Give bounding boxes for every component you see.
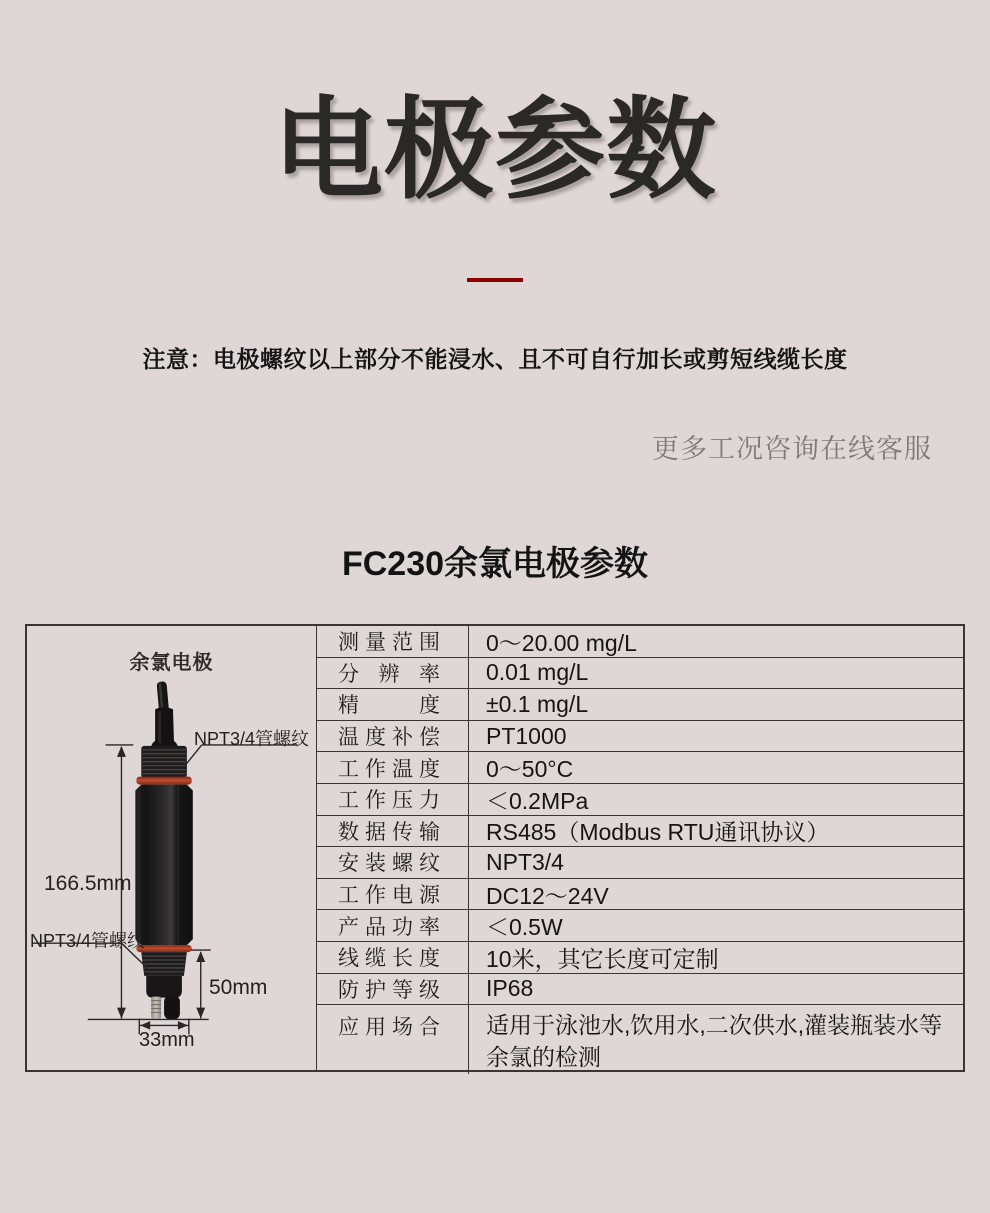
width-label: 33mm (139, 1029, 195, 1051)
spec-value: ＜0.2MPa (486, 787, 589, 814)
spec-row (317, 847, 963, 879)
thread-top-label: NPT3/4管螺纹 (194, 729, 310, 749)
page-title: 电极参数 (273, 89, 717, 212)
spec-label-cell (317, 752, 469, 783)
spec-label-cell (317, 689, 469, 720)
spec-row (317, 816, 963, 848)
spec-label-cell (317, 721, 469, 752)
spec-value: IP68 (486, 975, 534, 1002)
spec-label-cell (317, 784, 469, 815)
spec-label: 工作压力 (338, 789, 440, 813)
spec-value: PT1000 (486, 722, 567, 749)
customer-service-link[interactable]: 更多工况咨询在线客服 (652, 434, 932, 464)
spec-row (317, 942, 963, 974)
spec-row (317, 784, 963, 816)
spec-rows (317, 626, 963, 1070)
spec-row (317, 721, 963, 753)
spec-label: 线缆长度 (338, 947, 440, 971)
overall-height-label: 166.5mm (44, 872, 132, 895)
warning-note: 注意：电极螺纹以上部分不能浸水、且不可自行加长或剪短线缆长度 (142, 346, 848, 372)
spec-row (317, 1005, 963, 1073)
spec-label: 工作温度 (338, 757, 440, 781)
spec-row (317, 910, 963, 942)
spec-label: 测量范围 (338, 631, 440, 655)
electrode-pins (151, 996, 180, 1020)
spec-value: 适用于泳池水,饮用水,二次供水,灌装瓶装水等余氯的检测 (486, 1012, 943, 1070)
section-title: FC230余氯电极参数 (341, 545, 649, 583)
spec-label-cell (317, 658, 469, 689)
electrode-illustration (27, 626, 316, 1070)
spec-label: 防护等级 (338, 978, 440, 1002)
spec-label-cell (317, 816, 469, 847)
spec-label-cell (317, 974, 469, 1005)
diagram-caption: 余氯电极 (129, 652, 214, 674)
spec-label-cell (317, 910, 469, 941)
electrode-diagram-cell (27, 626, 317, 1070)
spec-value: RS485（Modbus RTU通讯协议） (486, 819, 830, 846)
spec-label: 数据传输 (338, 820, 440, 844)
spec-value: DC12～24V (486, 882, 609, 909)
spec-row (317, 879, 963, 911)
spec-value: NPT3/4 (486, 848, 564, 875)
spec-label-cell (317, 626, 469, 657)
spec-label: 分辨率 (338, 662, 440, 686)
spec-label: 工作电源 (338, 884, 440, 908)
spec-label: 温度补偿 (338, 726, 440, 750)
cable (157, 681, 169, 711)
spec-value: 10米，其它长度可定制 (486, 945, 719, 972)
spec-label-cell (317, 942, 469, 973)
spec-row (317, 626, 963, 658)
spec-label: 安装螺纹 (338, 852, 440, 876)
spec-label-cell (317, 1005, 469, 1073)
spec-value: 0～50°C (486, 756, 574, 783)
spec-label: 应用场合 (338, 1016, 440, 1040)
spec-value: ±0.1 mg/L (486, 690, 589, 717)
spec-value: 0～20.00 mg/L (486, 629, 637, 656)
spec-label: 产品功率 (338, 915, 440, 939)
spec-value: ＜0.5W (486, 914, 563, 941)
spec-label: 精度 (338, 694, 440, 718)
spec-label-cell (317, 879, 469, 910)
spec-row (317, 689, 963, 721)
spec-table (25, 624, 965, 1072)
lower-length-label: 50mm (209, 976, 268, 999)
spec-row (317, 752, 963, 784)
spec-label-cell (317, 847, 469, 878)
title-divider (467, 278, 523, 282)
spec-row (317, 658, 963, 690)
spec-value: 0.01 mg/L (486, 659, 589, 686)
thread-bottom-label: NPT3/4管螺纹 (30, 931, 146, 951)
spec-row (317, 974, 963, 1006)
